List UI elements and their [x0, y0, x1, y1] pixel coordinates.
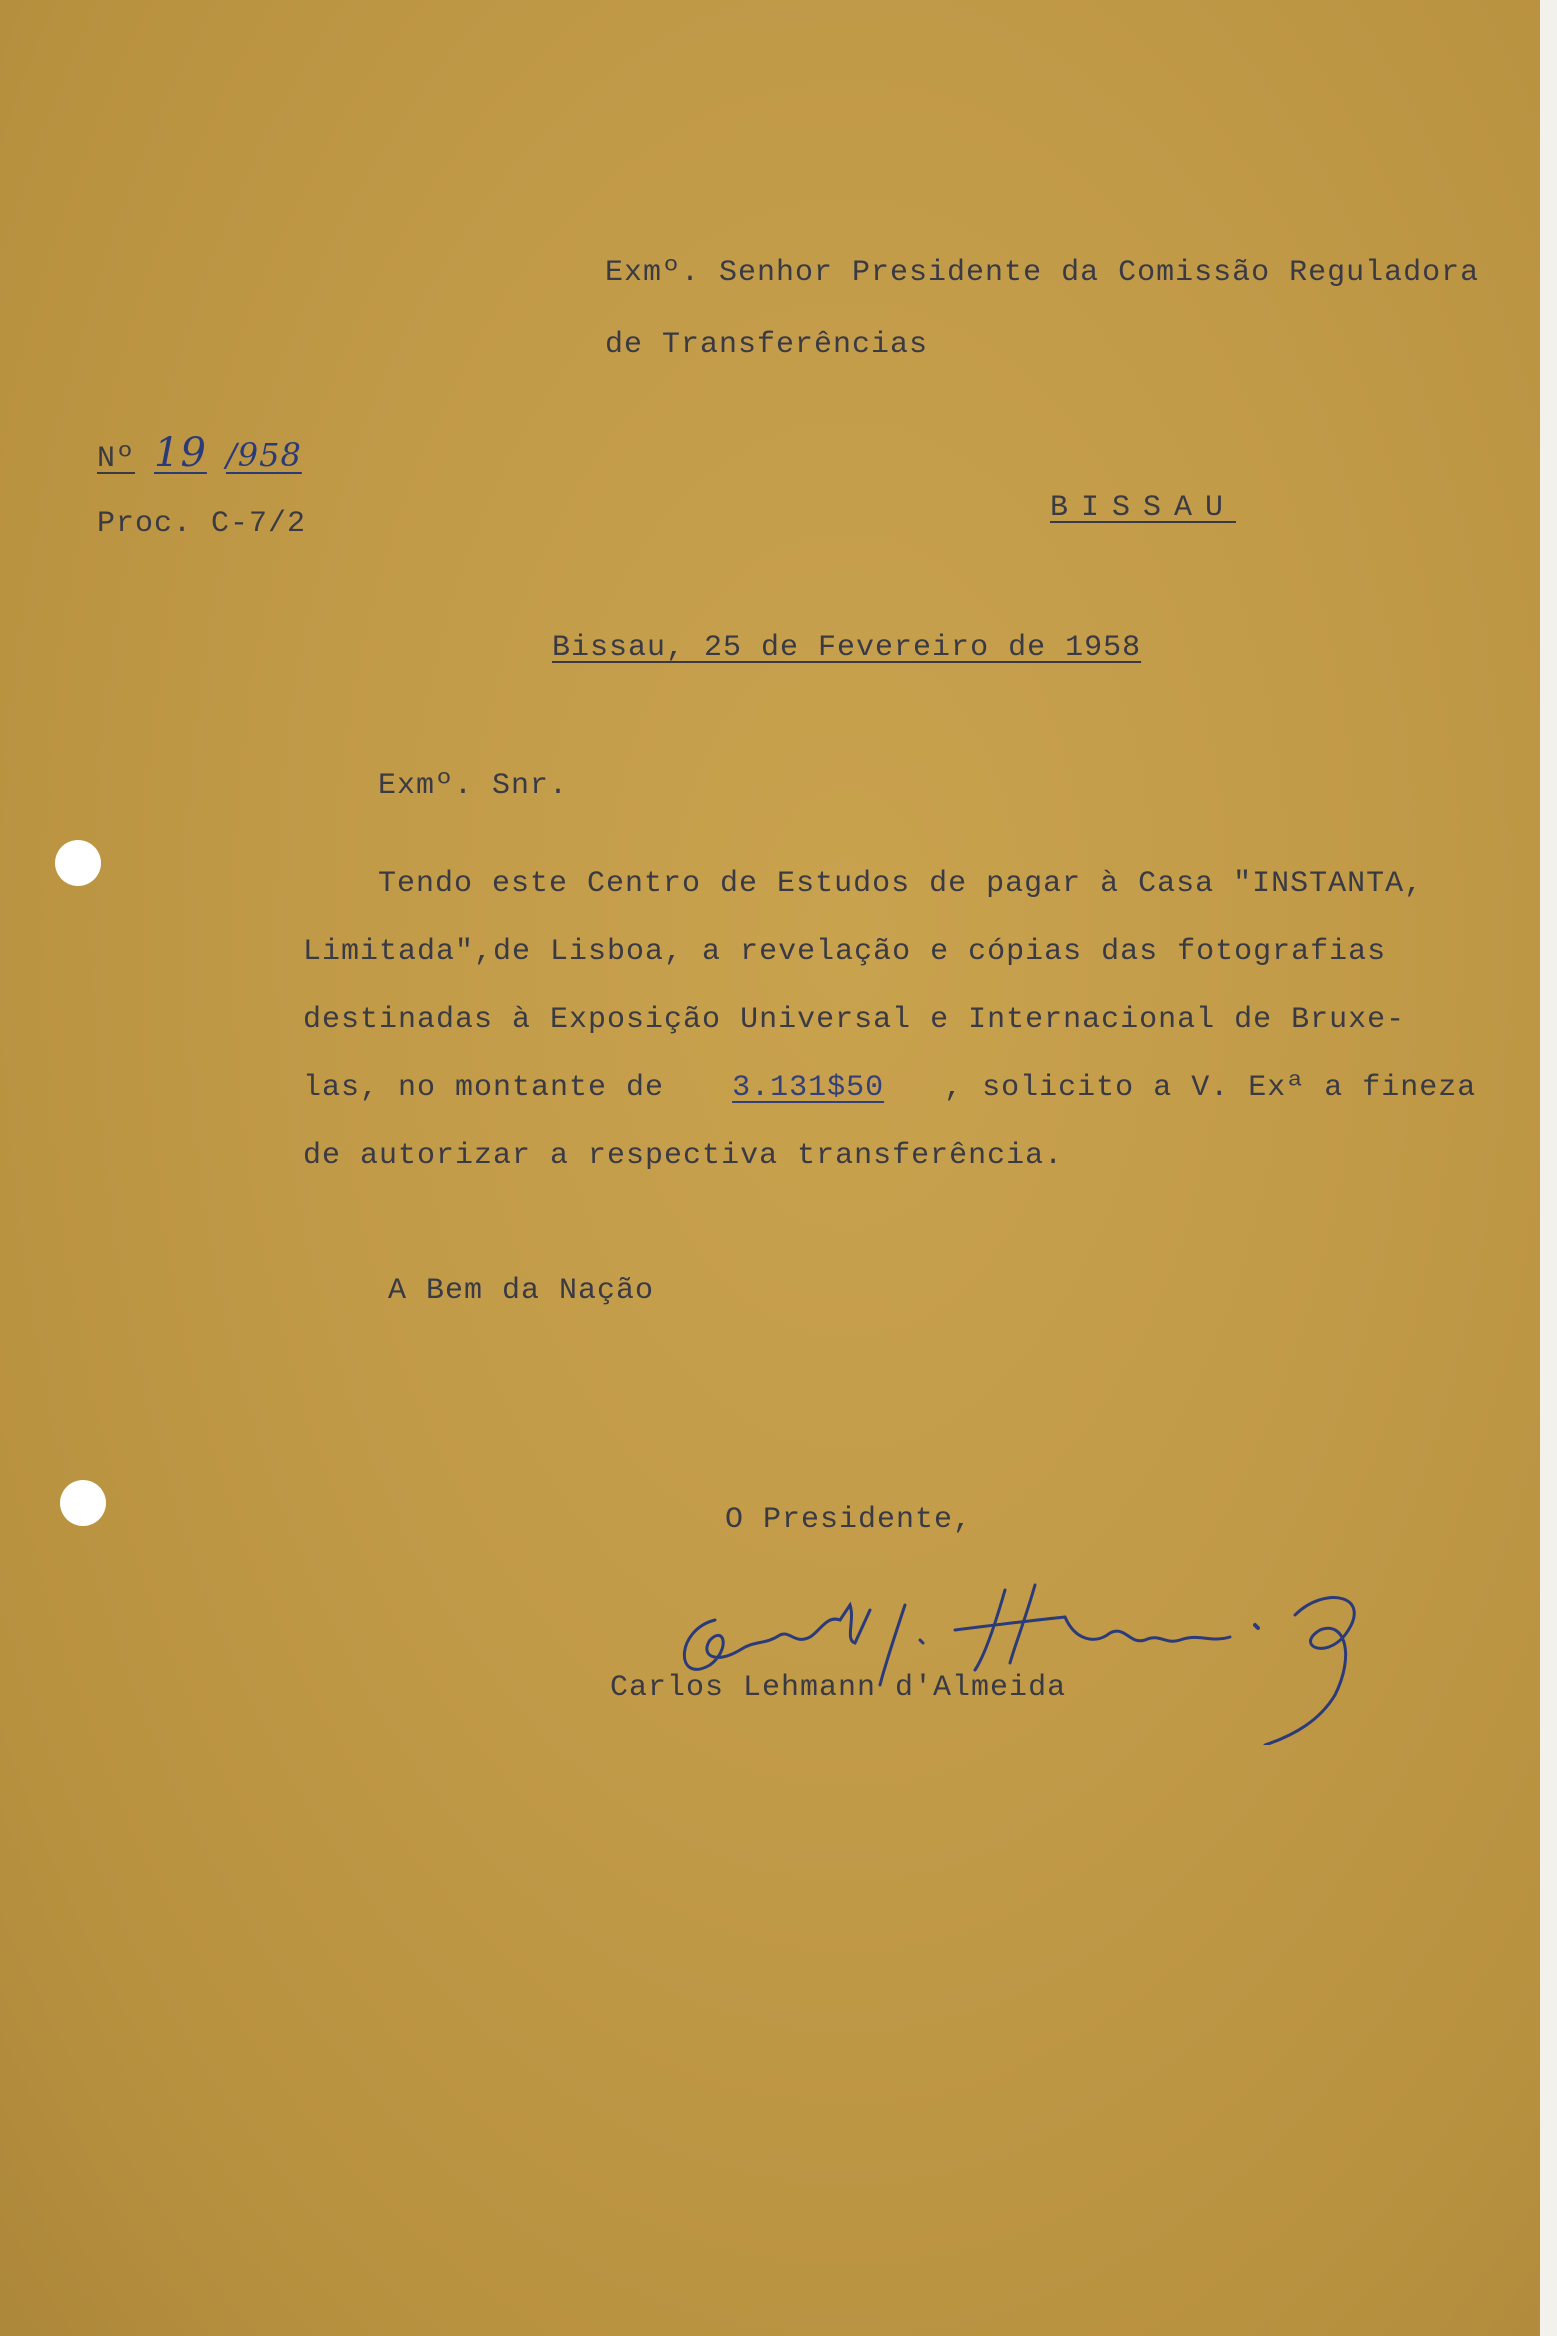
body-line-5: de autorizar a respectiva transferência.	[303, 1139, 1064, 1173]
reference-number	[97, 430, 302, 477]
date-line: Bissau, 25 de Fevereiro de 1958	[552, 631, 1142, 665]
reference-number-handwritten: 19	[154, 430, 207, 476]
addressee-line-2: de Transferências	[605, 328, 929, 362]
body-line-3: destinadas à Exposição Universal e Internacional de Bruxe-	[303, 1003, 1406, 1037]
body-line-1: Tendo este Centro de Estudos de pagar à Casa "INSTANTA,	[378, 867, 1424, 901]
addressee-line-1: Exmº. Senhor Presidente da Comissão Reguladora	[605, 256, 1480, 290]
amount-value: 3.131$50	[732, 1071, 885, 1105]
signatory-name: Carlos Lehmann d'Almeida	[610, 1671, 1067, 1705]
handwritten-signature	[655, 1545, 1375, 1745]
salutation: Exmº. Snr.	[378, 769, 569, 803]
page-edge	[1540, 0, 1557, 2336]
reference-year: /958	[225, 436, 302, 474]
punch-hole-lower	[60, 1480, 106, 1526]
punch-hole-upper	[55, 840, 101, 886]
body-line-4-end: , solicito a V. Exª a fineza	[944, 1071, 1477, 1105]
reference-prefix: Nº	[97, 442, 136, 476]
body-line-4-start: las, no montante de	[303, 1071, 665, 1105]
body-line-2: Limitada",de Lisboa, a revelação e cópias das fotografias	[303, 935, 1387, 969]
closing-formula: A Bem da Nação	[388, 1274, 655, 1308]
process-reference: Proc. C-7/2	[97, 507, 307, 541]
signature-title: O Presidente,	[725, 1503, 973, 1537]
city-heading: BISSAU	[1050, 491, 1237, 525]
body-line-4	[303, 1070, 1476, 1106]
